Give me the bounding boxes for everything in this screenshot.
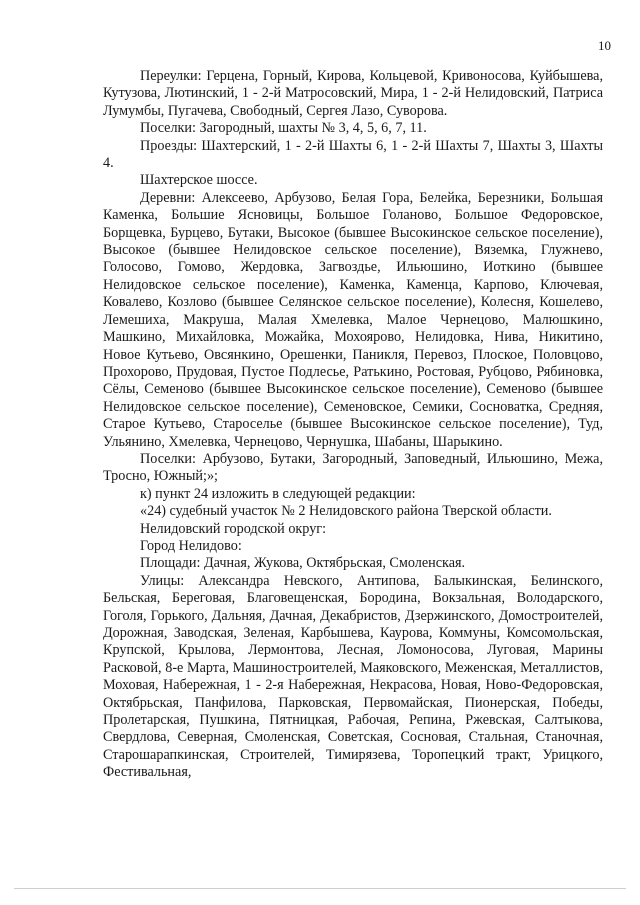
paragraph-streets: Улицы: Александра Невского, Антипова, Балыкинская, Белинского, Бельская, Береговая, Благовещенская, Бородина, Вокзальная, Володарского, Гоголя, Горького, Дальняя, Дачная, Декабристов, Дзержинского, Домостроителей, Дорожная, Заводская, Зеленая, Карбышева, Каурова, Коммуны, Комсомольская, Крупской, Крылова, Лермонтова, Лесная, Ломоносова, Луговая, Марины Расковой, 8-е Марта, Машиностроителей, Маяковского, Меженская, Металлистов, Моховая, Набережная, 1 - 2-я Набережная, Некрасова, Новая, Ново-Федоровская, Октябрьская, Панфилова, Парковская, Первомайская, Пионерская, Победы, Пролетарская, Пушкина, Пятницкая, Рабочая, Репина, Ржевская, Салтыкова, Свердлова, Северная, Смоленская, Советская, Сосновая, Стальная, Станочная, Старошарапкинская, Строителей, Тимирязева, Торопецкий тракт, Урицкого, Фестивальная,: [103, 572, 603, 781]
paragraph-villages: Деревни: Алексеево, Арбузово, Белая Гора, Белейка, Березники, Большая Каменка, Большие Ясновицы, Большое Голаново, Большое Федоровское, Борщевка, Бурцево, Бутаки, Высокое (бывшее Высокинское сельское поселение), Высокое (бывшее Нелидовское сельское поселение), Вяземка, Глужнево, Голосово, Гомово, Жердовка, Загвоздье, Ильюшино, Иоткино (бывшее Нелидовское сельское поселение), Каменка, Каменца, Карпово, Ключевая, Ковалево, Козлово (бывшее Селянское сельское поселение), Колесня, Кошелево, Лемешиха, Макруша, Малая Хмелевка, Малое Чернецово, Малюшкино, Машкино, Михайловка, Можайка, Мохоярово, Нелидовка, Нива, Никитино, Новое Кутьево, Овсянкино, Орешенки, Паникля, Перевоз, Плоское, Половцово, Прохорово, Прудовая, Пустое Подлесье, Ратькино, Ростовая, Рубцово, Рябиновка, Сёлы, Семеново (бывшее Высокинское сельское поселение), Семеново (бывшее Нелидовское сельское поселение), Семеновское, Семики, Сосноватка, Средняя, Старое Кутьево, Староселье (бывшее Высокинское сельское поселение), Туд, Ульянино, Хмелевка, Чернецово, Чернушка, Шабаны, Шарыкино.: [103, 189, 603, 450]
paragraph-city-district: Нелидовский городской округ:: [140, 520, 327, 537]
document-body: [103, 68, 603, 782]
paragraph-lanes: Переулки: Герцена, Горный, Кирова, Кольцевой, Кривоносова, Куйбышева, Кутузова, Лютинский, 1 - 2-й Матросовский, Мира, 1 - 2-й Нелидовский, Патриса Лумумбы, Пугачева, Свободный, Сергея Лазо, Суворова.: [103, 68, 603, 119]
paragraph-settlements-mines: Поселки: Загородный, шахты № 3, 4, 5, 6, 7, 11.: [140, 120, 427, 137]
paragraph-settlements: Поселки: Арбузово, Бутаки, Загородный, Заповедный, Ильюшино, Межа, Тросно, Южный;»;: [103, 450, 603, 485]
page-number: 10: [598, 38, 611, 53]
paragraph-passages: Проезды: Шахтерский, 1 - 2-й Шахты 6, 1 - 2-й Шахты 7, Шахты 3, Шахты 4.: [103, 137, 603, 172]
paragraph-clause-k: к) пункт 24 изложить в следующей редакции:: [140, 485, 416, 502]
page-bottom-divider: [14, 888, 626, 889]
paragraph-city: Город Нелидово:: [140, 537, 242, 554]
paragraph-highway: Шахтерское шоссе.: [140, 172, 258, 189]
paragraph-squares: Площади: Дачная, Жукова, Октябрьская, Смоленская.: [140, 555, 466, 572]
paragraph-court-section: «24) судебный участок № 2 Нелидовского района Тверской области.: [140, 503, 552, 520]
